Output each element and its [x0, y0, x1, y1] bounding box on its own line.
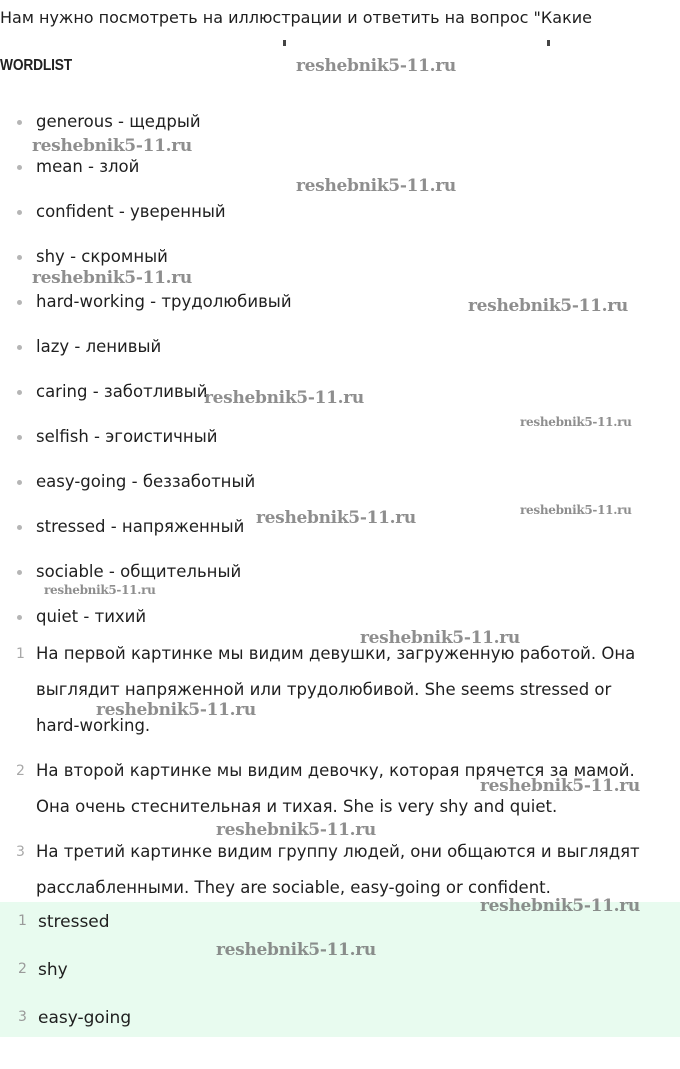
word-entry: confident - уверенный	[36, 202, 226, 221]
word-entry: shy - скромный	[36, 247, 168, 266]
bullet-icon	[17, 210, 22, 215]
watermark: reshebnik5-11.ru	[216, 820, 376, 840]
paragraph-number: 1	[16, 646, 25, 662]
answer-box	[0, 902, 680, 1037]
answer-row	[0, 1007, 680, 1031]
bullet-icon	[17, 435, 22, 440]
bullet-icon	[17, 480, 22, 485]
watermark: reshebnik5-11.ru	[32, 268, 192, 288]
paragraph-text: На первой картинке мы видим девушки, загруженную работой. Она выглядит напряженной или трудолюбивой. She seems stressed or hard-working.	[36, 644, 636, 735]
word-entry: selfish - эгоистичный	[36, 427, 218, 446]
word-entry: sociable - общительный	[36, 562, 242, 581]
watermark: reshebnik5-11.ru	[296, 176, 456, 196]
watermark: reshebnik5-11.ru	[44, 583, 156, 597]
watermark: reshebnik5-11.ru	[360, 628, 520, 648]
bullet-icon	[17, 255, 22, 260]
answer-text: shy	[38, 960, 68, 980]
word-entry: generous - щедрый	[36, 112, 201, 131]
answer-number: 2	[18, 961, 27, 977]
watermark: reshebnik5-11.ru	[204, 388, 364, 408]
answer-number: 3	[18, 1009, 27, 1025]
list-item	[0, 156, 680, 178]
intro-text: Нам нужно посмотреть на иллюстрации и ответить на вопрос "Какие	[0, 8, 592, 27]
bullet-icon	[17, 525, 22, 530]
list-item	[0, 516, 680, 538]
answer-text: stressed	[38, 912, 110, 932]
wordlist-heading: WORDLIST	[0, 57, 73, 74]
answer-text: easy-going	[38, 1008, 132, 1028]
bullet-icon	[17, 345, 22, 350]
word-entry: mean - злой	[36, 157, 140, 176]
cut-off-glyph	[283, 40, 286, 46]
paragraph-text: На второй картинке мы видим девочку, которая прячется за мамой. Она очень стеснительная и тихая. She is very shy and quiet.	[36, 761, 635, 816]
watermark: reshebnik5-11.ru	[216, 940, 376, 960]
answer-number: 1	[18, 913, 27, 929]
answer-row	[0, 911, 680, 935]
list-item	[0, 606, 680, 628]
bullet-icon	[17, 390, 22, 395]
watermark: reshebnik5-11.ru	[520, 503, 632, 517]
word-entry: caring - заботливый	[36, 382, 208, 401]
watermark: reshebnik5-11.ru	[32, 136, 192, 156]
list-item	[0, 246, 680, 268]
word-entry: hard-working - трудолюбивый	[36, 292, 292, 311]
bullet-icon	[17, 570, 22, 575]
word-entry: stressed - напряженный	[36, 517, 245, 536]
bullet-icon	[17, 300, 22, 305]
paragraph-text: На третий картинке видим группу людей, они общаются и выглядят расслабленными. They are sociable, easy-going or confident.	[36, 842, 640, 897]
list-item	[0, 381, 680, 403]
bullet-icon	[17, 615, 22, 620]
word-entry: easy-going - беззаботный	[36, 472, 256, 491]
list-item	[0, 471, 680, 493]
list-item	[0, 426, 680, 448]
paragraph-number: 2	[16, 763, 25, 779]
answer-row	[0, 959, 680, 983]
watermark: reshebnik5-11.ru	[480, 776, 640, 796]
bullet-icon	[17, 120, 22, 125]
bullet-icon	[17, 165, 22, 170]
cut-off-glyph	[547, 40, 550, 46]
list-item	[0, 201, 680, 223]
word-entry: quiet - тихий	[36, 607, 147, 626]
word-entry: lazy - ленивый	[36, 337, 162, 356]
watermark: reshebnik5-11.ru	[296, 56, 456, 76]
watermark: reshebnik5-11.ru	[520, 415, 632, 429]
watermark: reshebnik5-11.ru	[480, 896, 640, 916]
watermark: reshebnik5-11.ru	[256, 508, 416, 528]
watermark: reshebnik5-11.ru	[468, 296, 628, 316]
list-item	[0, 291, 680, 313]
list-item	[0, 336, 680, 358]
list-item	[0, 111, 680, 133]
paragraph-number: 3	[16, 844, 25, 860]
watermark: reshebnik5-11.ru	[96, 700, 256, 720]
list-item	[0, 561, 680, 583]
